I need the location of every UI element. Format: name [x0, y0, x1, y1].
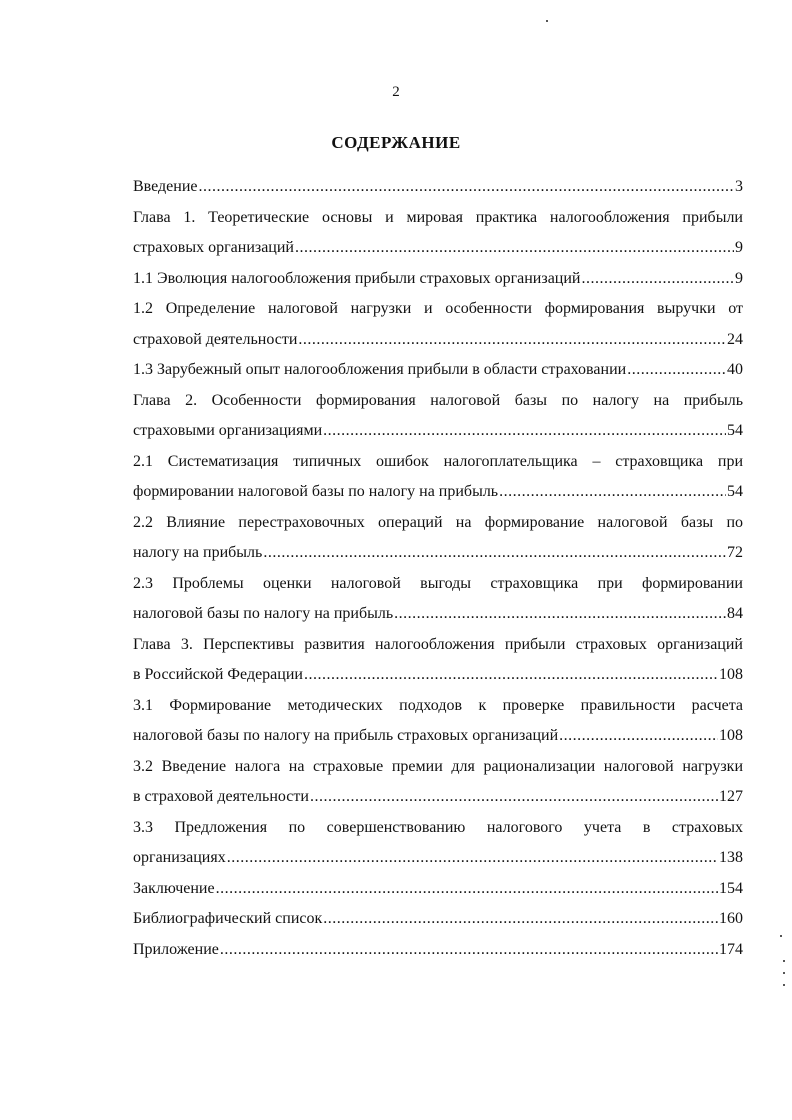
toc-page: 108: [719, 666, 743, 683]
toc-entry[interactable]: [133, 264, 743, 295]
toc-leader: [227, 843, 718, 874]
toc-entry-title: страховой деятельности: [133, 330, 298, 348]
toc-leader: [559, 721, 718, 752]
toc-entry-title: формировании налоговой базы по налогу на прибыль: [133, 483, 499, 500]
toc-leader: [263, 538, 726, 569]
toc-page: 9: [735, 269, 743, 287]
table-of-contents: [133, 172, 743, 965]
scan-speck: [783, 972, 785, 974]
toc-leader: [323, 904, 718, 935]
toc-page: 138: [719, 849, 743, 866]
toc-entry[interactable]: [133, 477, 743, 508]
toc-entry-title: страховыми организациями: [133, 422, 323, 439]
toc-entry-line[interactable]: 2.2 Влияние перестраховочных операций на формирование налоговой базы по: [133, 513, 743, 531]
toc-leader: [216, 874, 718, 905]
toc-entry[interactable]: [133, 904, 743, 935]
toc-entry-title: в Российской Федерации: [133, 666, 303, 683]
toc-entry[interactable]: [133, 172, 743, 203]
toc-page: 40: [727, 361, 743, 378]
toc-page: 9: [735, 239, 743, 256]
toc-entry[interactable]: [133, 874, 743, 905]
toc-leader: [298, 325, 726, 356]
scan-speck: [783, 960, 785, 962]
toc-leader: [581, 264, 734, 295]
toc-entry-title: страховых организаций: [133, 239, 294, 256]
toc-page: 127: [719, 788, 743, 805]
toc-entry[interactable]: [133, 355, 743, 386]
toc-entry[interactable]: [133, 325, 743, 356]
scan-speck: [783, 984, 785, 986]
toc-entry-line[interactable]: Глава 3. Перспективы развития налогообложения прибыли страховых организаций: [133, 635, 743, 653]
toc-entry-line[interactable]: Глава 1. Теоретические основы и мировая практика налогообложения прибыли: [133, 208, 743, 226]
toc-entry-line[interactable]: 2.1 Систематизация типичных ошибок налогоплательщика – страховщика при: [133, 452, 743, 470]
toc-page: 160: [719, 910, 743, 927]
toc-leader: [304, 660, 718, 691]
toc-entry-title: 1.3 Зарубежный опыт налогообложения прибыли в области страховании: [133, 361, 627, 378]
toc-entry-line[interactable]: 3.3 Предложения по совершенствованию налогового учета в страховых: [133, 818, 743, 836]
toc-entry-line[interactable]: 1.2 Определение налоговой нагрузки и особенности формирования выручки от: [133, 300, 743, 317]
toc-entry-title: в страховой деятельности: [133, 788, 309, 805]
toc-page: 3: [735, 178, 743, 195]
toc-entry[interactable]: [133, 416, 743, 447]
toc-leader: [394, 599, 726, 630]
toc-entry-title: Введение: [133, 178, 198, 195]
toc-entry-title: Библиографический список: [133, 910, 323, 927]
toc-entry[interactable]: [133, 782, 743, 813]
toc-entry[interactable]: [133, 233, 743, 264]
toc-page: 174: [719, 940, 743, 958]
toc-leader: [323, 416, 726, 447]
toc-page: 54: [727, 483, 743, 500]
toc-entry-title: налогу на прибыль: [133, 544, 263, 561]
toc-entry-title: 1.1 Эволюция налогообложения прибыли страховых организаций: [133, 269, 581, 287]
toc-entry-title: организациях: [133, 849, 226, 866]
toc-page: 84: [727, 605, 743, 622]
toc-page: 154: [719, 879, 743, 897]
toc-entry-title: Приложение: [133, 940, 219, 958]
toc-leader: [310, 782, 718, 813]
toc-page: 108: [719, 727, 743, 744]
toc-leader: [199, 172, 735, 203]
toc-page: 72: [727, 544, 743, 561]
toc-entry-line[interactable]: 3.2 Введение налога на страховые премии для рационализации налоговой нагрузки: [133, 757, 743, 775]
toc-page: 54: [727, 422, 743, 439]
toc-entry-title: Заключение: [133, 879, 215, 897]
toc-entry[interactable]: [133, 599, 743, 630]
toc-entry[interactable]: [133, 721, 743, 752]
toc-entry[interactable]: [133, 660, 743, 691]
toc-entry[interactable]: [133, 843, 743, 874]
page-number: 2: [392, 84, 400, 100]
toc-entry-title: налоговой базы по налогу на прибыль страховых организаций: [133, 727, 559, 744]
toc-entry-title: налоговой базы по налогу на прибыль: [133, 605, 394, 622]
toc-leader: [295, 233, 734, 264]
scan-speck: [546, 20, 548, 22]
toc-leader: [627, 355, 726, 386]
toc-entry-line[interactable]: 2.3 Проблемы оценки налоговой выгоды страховщика при формировании: [133, 574, 743, 592]
toc-entry[interactable]: [133, 935, 743, 966]
toc-page: 24: [727, 330, 743, 348]
page-title: СОДЕРЖАНИЕ: [331, 133, 461, 152]
toc-leader: [220, 935, 718, 966]
toc-entry-line[interactable]: 3.1 Формирование методических подходов к проверке правильности расчета: [133, 696, 743, 714]
scan-speck: [780, 935, 782, 937]
toc-leader: [499, 477, 726, 508]
toc-entry[interactable]: [133, 538, 743, 569]
toc-entry-line[interactable]: Глава 2. Особенности формирования налоговой базы по налогу на прибыль: [133, 391, 743, 409]
